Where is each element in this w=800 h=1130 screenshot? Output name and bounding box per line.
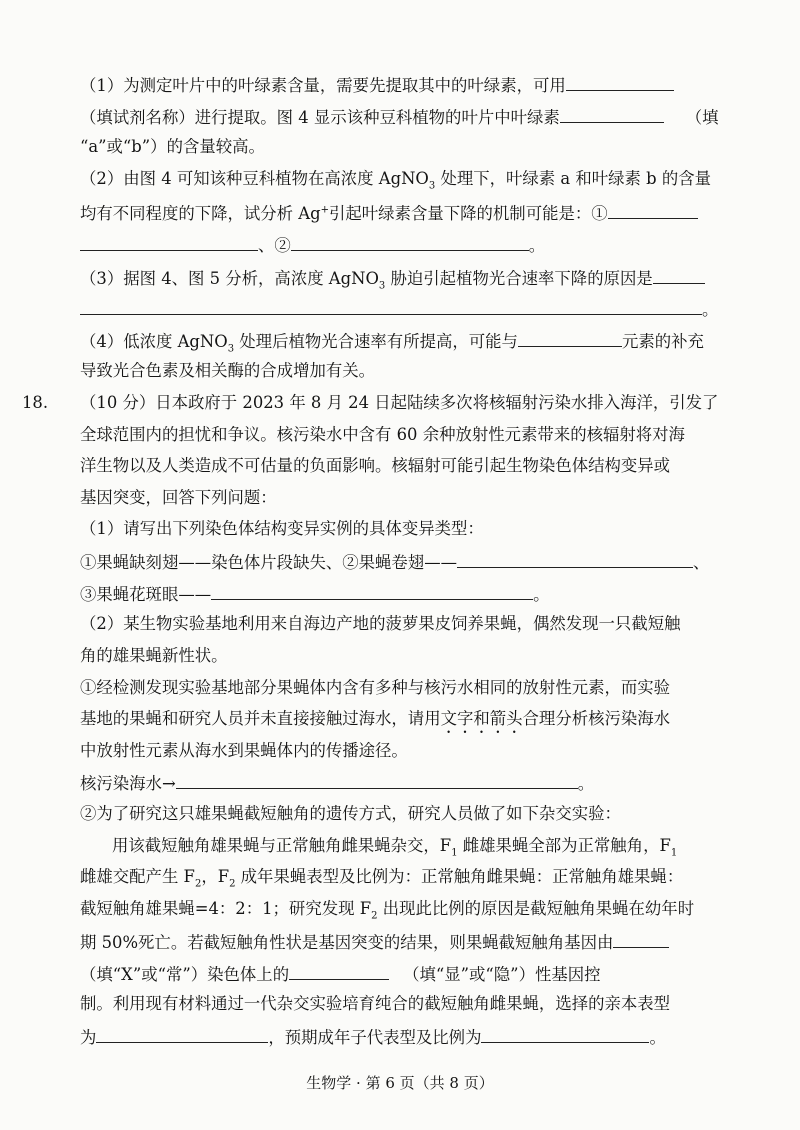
text: 、② — [258, 236, 291, 255]
answer-blank[interactable] — [289, 962, 389, 980]
text: “a”或“b”）的含量较高。 — [80, 137, 265, 156]
q18-part2-line6 — [80, 771, 720, 795]
text: 处理下，叶绿素 a 和叶绿素 b 的含量 — [435, 169, 712, 188]
question-number: 18. — [22, 393, 49, 412]
subscript: 3 — [378, 280, 386, 292]
answer-blank[interactable] — [80, 233, 258, 251]
text: 胁迫引起植物光合速率下降的原因是 — [385, 269, 653, 288]
q17-part2-line2 — [80, 201, 720, 225]
q17-part1-line2 — [80, 105, 720, 129]
text: 。 — [577, 774, 595, 793]
text: 为 — [80, 1028, 97, 1047]
text: ③果蝇花斑眼—— — [80, 585, 212, 604]
text: 。 — [649, 1028, 666, 1047]
answer-blank[interactable] — [566, 73, 674, 91]
text: 雌雄果蝇全部为正常触角，F — [457, 836, 671, 855]
exp-line7 — [80, 1025, 720, 1049]
text: ，F — [201, 867, 230, 886]
q17-part2-line1 — [80, 168, 720, 190]
text: 、 — [692, 553, 710, 572]
exp-line2 — [80, 866, 720, 888]
text: 引起叶绿素含量下降的机制可能是：① — [329, 204, 608, 223]
text: 核污染海水→ — [80, 774, 176, 793]
exp-line1 — [112, 835, 720, 857]
text: 出现此比例的原因是截短触角果蝇在幼年时 — [377, 899, 695, 918]
text: 基因突变，回答下列问题： — [80, 488, 277, 507]
text: （填“X”或“常”）染色体上的 — [80, 965, 290, 984]
answer-blank[interactable] — [211, 582, 533, 600]
text: 导致光合色素及相关酶的合成增加有关。 — [80, 361, 376, 380]
text: 合理分析核污染海水 — [522, 709, 671, 728]
q18-part1-line2 — [80, 582, 720, 606]
page-footer: 生物学 · 第 6 页（共 8 页） — [306, 1074, 494, 1092]
q18-part2-line5 — [80, 740, 720, 762]
answer-blank[interactable] — [80, 297, 702, 315]
subscript: 3 — [227, 343, 235, 355]
answer-blank[interactable] — [518, 329, 622, 347]
answer-blank[interactable] — [176, 771, 578, 789]
text: 。 — [702, 300, 719, 319]
q17-part3-line2 — [80, 297, 720, 321]
text: ①果蝇缺刻翅——染色体片段缺失、②果蝇卷翅—— — [80, 553, 457, 572]
text: （填试剂名称）进行提取。图 4 显示该种豆科植物的叶片中叶绿素 — [80, 108, 560, 127]
text: 。 — [528, 236, 546, 255]
exp-line4 — [80, 930, 720, 954]
text: （10 分）日本政府于 2023 年 8 月 24 日起陆续多次将核辐射污染水排入海洋，引发了 — [80, 393, 719, 412]
text: 元素的补充 — [621, 332, 704, 351]
text: （1）为测定叶片中的叶绿素含量，需要先提取其中的叶绿素，可用 — [80, 76, 566, 95]
q18-part2-line7 — [80, 803, 720, 825]
text: 洋生物以及人类造成不可估量的负面影响。核辐射可能引起生物染色体结构变异或 — [80, 456, 671, 475]
subscript: 2 — [371, 910, 378, 922]
q18-intro-line3 — [80, 455, 720, 477]
text: （3）据图 4、图 5 分析，高浓度 AgNO — [80, 269, 379, 288]
text: ①经检测发现实验基地部分果蝇体内含有多种与核污水相同的放射性元素，而实验 — [80, 678, 671, 697]
text: 中放射性元素从海水到果蝇体内的传播途径。 — [80, 741, 408, 760]
answer-blank[interactable] — [96, 1025, 268, 1043]
text: （2）某生物实验基地利用来自海边产地的菠萝果皮饲养果蝇，偶然发现一只截短触 — [80, 614, 681, 633]
exp-line6 — [80, 993, 720, 1015]
text: 期 50%死亡。若截短触角性状是基因突变的结果，则果蝇截短触角基因由 — [80, 933, 614, 952]
q18-intro-line4 — [80, 487, 720, 509]
superscript: + — [320, 204, 330, 216]
emphasized-text: 文字和箭头 — [440, 709, 523, 728]
text: 成年果蝇表型及比例为：正常触角雌果蝇：正常触角雄果蝇： — [235, 867, 684, 886]
answer-blank[interactable] — [481, 1025, 649, 1043]
q18-part2-line4 — [80, 708, 720, 737]
text: 全球范围内的担忧和争议。核污染水中含有 60 余种放射性元素带来的核辐射将对海 — [80, 425, 685, 444]
text: （4）低浓度 AgNO — [80, 332, 228, 351]
q17-part3-line1 — [80, 266, 720, 290]
answer-blank[interactable] — [613, 930, 669, 948]
q17-part4-line1 — [80, 329, 720, 353]
text: （1）请写出下列染色体结构变异实例的具体变异类型： — [80, 519, 484, 538]
q18-part2-line2 — [80, 645, 720, 667]
text: 基地的果蝇和研究人员并未直接接触过海水，请用 — [80, 709, 441, 728]
q18-intro-line2 — [80, 424, 720, 446]
answer-blank[interactable] — [653, 266, 705, 284]
q18-part2-line3 — [80, 677, 720, 699]
text: ，预期成年子代表型及比例为 — [268, 1028, 482, 1047]
subscript: 1 — [451, 847, 458, 859]
text: 制。利用现有材料通过一代杂交实验培育纯合的截短触角雌果蝇，选择的亲本表型 — [80, 994, 671, 1013]
q18-part1-line1 — [80, 550, 720, 574]
q18-part1-title — [80, 518, 720, 540]
text: 截短触角雄果蝇=4：2：1；研究发现 F — [80, 899, 372, 918]
text: 角的雄果蝇新性状。 — [80, 646, 228, 665]
q17-part4-line2 — [80, 360, 720, 382]
exp-line3 — [80, 898, 720, 920]
text: ②为了研究这只雄果蝇截短触角的遗传方式，研究人员做了如下杂交实验： — [80, 804, 621, 823]
answer-blank[interactable] — [291, 233, 529, 251]
exp-line5 — [80, 962, 720, 986]
q18-part2-line1 — [80, 613, 720, 635]
text: 处理后植物光合速率有所提高，可能与 — [234, 332, 518, 351]
q18-intro-line1 — [22, 392, 720, 414]
text: 用该截短触角雄果蝇与正常触角雌果蝇杂交，F — [112, 836, 452, 855]
answer-blank[interactable] — [608, 201, 698, 219]
q17-part1-line1 — [80, 73, 720, 97]
answer-blank[interactable] — [560, 105, 664, 123]
subscript: 2 — [194, 878, 202, 890]
text: 均有不同程度的下降，试分析 Ag — [80, 204, 321, 223]
q17-part2-line3 — [80, 233, 720, 257]
text: 雌雄交配产生 F — [80, 867, 195, 886]
text: （2）由图 4 可知该种豆科植物在高浓度 AgNO — [80, 169, 429, 188]
subscript: 3 — [428, 180, 436, 192]
q17-part1-line3 — [80, 136, 720, 158]
answer-blank[interactable] — [457, 550, 693, 568]
text: （填“显”或“隐”）性基因控 — [403, 965, 601, 984]
subscript: 1 — [670, 847, 678, 859]
subscript: 2 — [229, 878, 236, 890]
text: （填 — [685, 108, 719, 127]
text: 。 — [533, 585, 550, 604]
